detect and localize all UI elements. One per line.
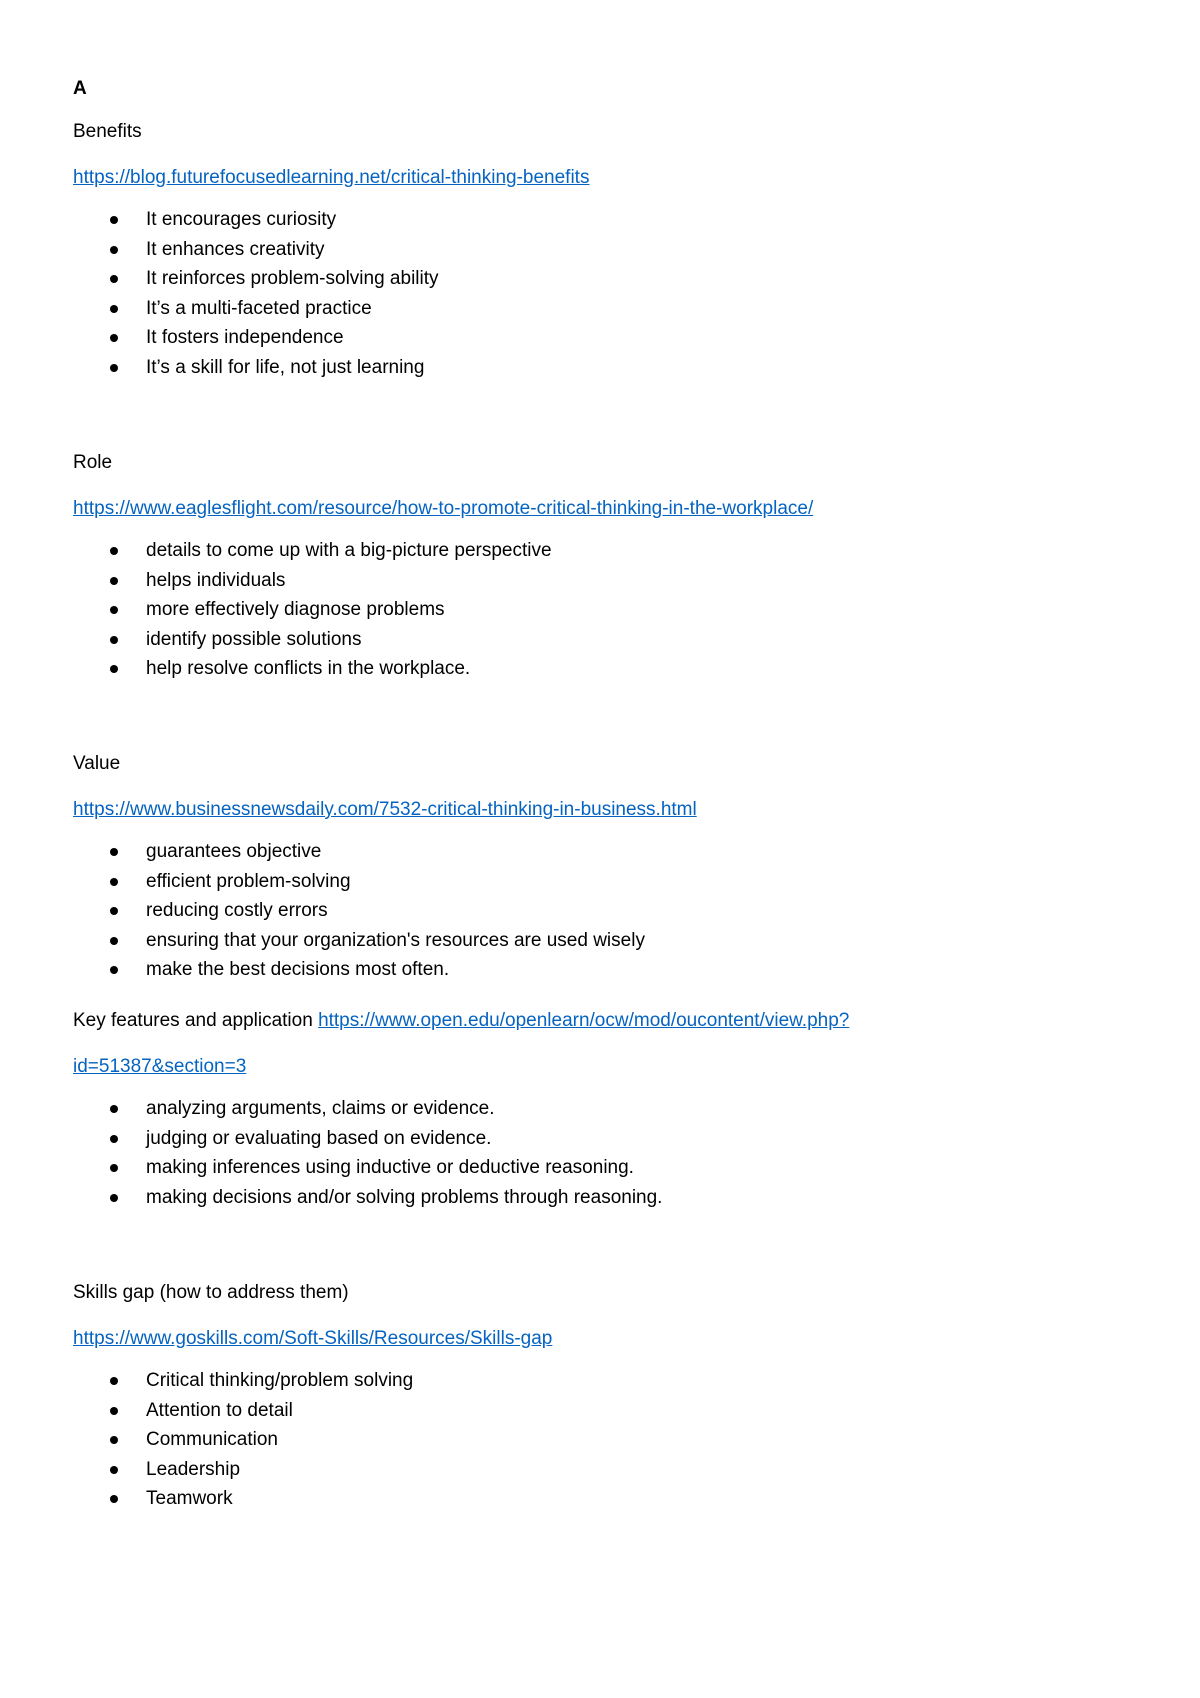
- section-value: [73, 753, 697, 989]
- bullet-icon: [110, 665, 118, 673]
- list-item: It fosters independence: [73, 327, 589, 357]
- list-item: helps individuals: [73, 570, 813, 600]
- bullet-icon: [110, 547, 118, 555]
- bullet-icon: [110, 966, 118, 974]
- section-role: [73, 452, 813, 688]
- list-item: details to come up with a big-picture perspective: [73, 540, 813, 570]
- section-title-role: Role: [73, 452, 113, 473]
- list-benefits: [73, 209, 589, 386]
- bullet-icon: [110, 1436, 118, 1444]
- list-item: reducing costly errors: [73, 900, 697, 930]
- list-item: It reinforces problem-solving ability: [73, 268, 589, 298]
- bullet-icon: [110, 1377, 118, 1385]
- list-item: make the best decisions most often.: [73, 959, 697, 989]
- bullet-icon: [110, 848, 118, 856]
- bullet-icon: [110, 305, 118, 313]
- list-item: ensuring that your organization's resources are used wisely: [73, 930, 697, 960]
- bullet-icon: [110, 1135, 118, 1143]
- list-item: It encourages curiosity: [73, 209, 589, 239]
- section-title-key-features: Key features and application https://www.open.edu/openlearn/ocw/mod/oucontent/view.php?: [73, 1010, 850, 1031]
- section-skills-gap: [73, 1282, 552, 1518]
- link-key-features-source-part2[interactable]: id=51387&section=3: [73, 1056, 247, 1077]
- bullet-icon: [110, 1164, 118, 1172]
- list-item: analyzing arguments, claims or evidence.: [73, 1098, 849, 1128]
- bullet-icon: [110, 1466, 118, 1474]
- list-item: Communication: [73, 1429, 552, 1459]
- document-heading: A: [73, 78, 87, 99]
- list-item: Leadership: [73, 1459, 552, 1489]
- bullet-icon: [110, 937, 118, 945]
- list-item: judging or evaluating based on evidence.: [73, 1128, 849, 1158]
- bullet-icon: [110, 907, 118, 915]
- list-item: It’s a skill for life, not just learning: [73, 357, 589, 387]
- list-item: efficient problem-solving: [73, 871, 697, 901]
- section-title-value: Value: [73, 753, 121, 774]
- list-item: Teamwork: [73, 1488, 552, 1518]
- bullet-icon: [110, 1105, 118, 1113]
- list-item: Attention to detail: [73, 1400, 552, 1430]
- bullet-icon: [110, 878, 118, 886]
- list-item: making inferences using inductive or deductive reasoning.: [73, 1157, 849, 1187]
- bullet-icon: [110, 1194, 118, 1202]
- bullet-icon: [110, 216, 118, 224]
- list-item: help resolve conflicts in the workplace.: [73, 658, 813, 688]
- list-item: making decisions and/or solving problems through reasoning.: [73, 1187, 849, 1217]
- list-item: It’s a multi-faceted practice: [73, 298, 589, 328]
- section-benefits: [73, 121, 589, 386]
- list-item: It enhances creativity: [73, 239, 589, 269]
- bullet-icon: [110, 606, 118, 614]
- bullet-icon: [110, 246, 118, 254]
- list-skills-gap: [73, 1370, 552, 1518]
- list-key-features: [73, 1098, 849, 1216]
- link-value-source[interactable]: https://www.businessnewsdaily.com/7532-critical-thinking-in-business.html: [73, 799, 697, 820]
- section-title-skills-gap: Skills gap (how to address them): [73, 1282, 349, 1303]
- bullet-icon: [110, 1407, 118, 1415]
- link-benefits-source[interactable]: https://blog.futurefocusedlearning.net/critical-thinking-benefits: [73, 167, 590, 188]
- link-skills-gap-source[interactable]: https://www.goskills.com/Soft-Skills/Resources/Skills-gap: [73, 1328, 553, 1349]
- list-item: Critical thinking/problem solving: [73, 1370, 552, 1400]
- bullet-icon: [110, 275, 118, 283]
- list-value: [73, 841, 697, 989]
- bullet-icon: [110, 334, 118, 342]
- list-item: more effectively diagnose problems: [73, 599, 813, 629]
- section-key-features: [73, 1010, 849, 1216]
- link-role-source[interactable]: https://www.eaglesflight.com/resource/how-to-promote-critical-thinking-in-the-workplace/: [73, 498, 814, 519]
- bullet-icon: [110, 364, 118, 372]
- bullet-icon: [110, 577, 118, 585]
- list-item: guarantees objective: [73, 841, 697, 871]
- section-title-benefits: Benefits: [73, 121, 142, 142]
- list-item: identify possible solutions: [73, 629, 813, 659]
- link-key-features-source-part1[interactable]: https://www.open.edu/openlearn/ocw/mod/oucontent/view.php?: [318, 1010, 850, 1031]
- bullet-icon: [110, 636, 118, 644]
- list-role: [73, 540, 813, 688]
- bullet-icon: [110, 1495, 118, 1503]
